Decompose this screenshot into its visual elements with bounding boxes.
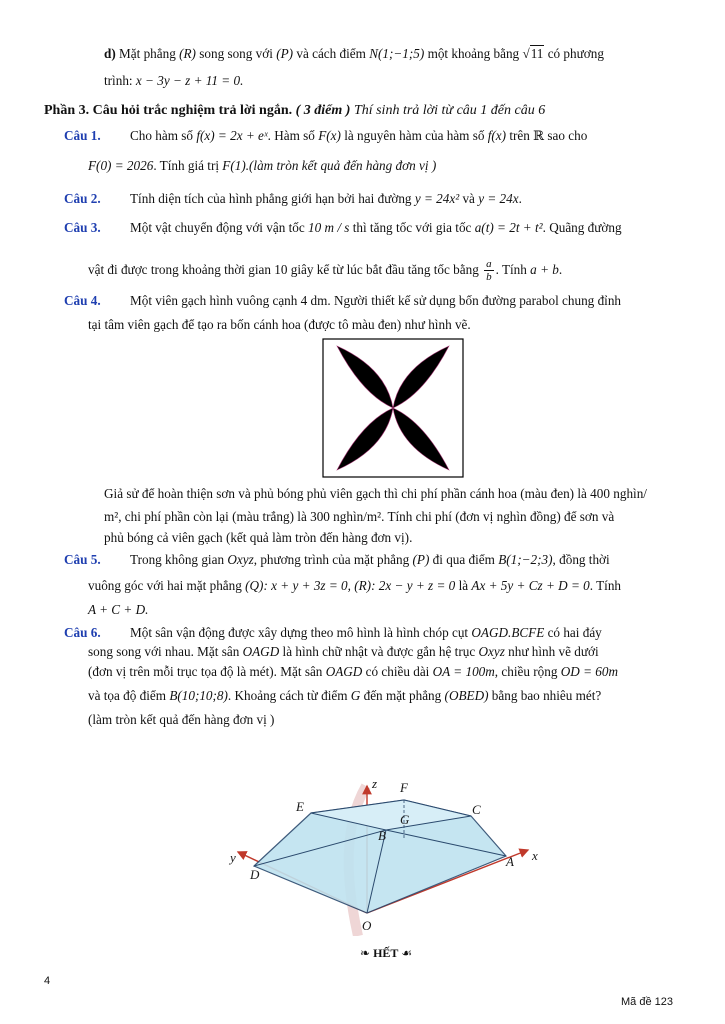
q5-space: Oxyz: [227, 552, 254, 567]
ornament-right-icon: ☙: [401, 946, 413, 960]
label-f: F: [400, 780, 408, 795]
q6-base: OAGD: [325, 664, 363, 679]
plane-equation: x − 3y − z + 11 = 0.: [135, 73, 244, 88]
q1-target: F(1): [222, 158, 246, 173]
q5-line: [64, 551, 101, 569]
q2-text-part: .: [518, 191, 522, 206]
q2-text-part: và: [459, 191, 479, 206]
q1-function-ref: f(x): [487, 128, 507, 143]
q5-text: vuông góc với hai mặt phẳng: [88, 578, 246, 593]
q3-fraction-denominator: b: [486, 271, 492, 284]
q5-text: , phương trình của mặt phẳng: [253, 552, 413, 567]
part-d-line-1: d) Mặt phẳng (R) song song với (P) và cách điểm N(1;−1;5) một khoảng bằng √11 có phương: [104, 46, 604, 61]
q1-text: là nguyên hàm của hàm số: [340, 128, 488, 143]
part-d-text: trình:: [104, 73, 136, 88]
q1-function: f(x) = 2x + eˣ: [196, 128, 268, 143]
q6-label: Câu 6.: [64, 625, 101, 640]
q6-text-1: [130, 624, 602, 642]
q3-text: .: [558, 262, 563, 277]
exam-code: Mã đề 123: [621, 996, 673, 1008]
tile-figure: [322, 338, 464, 478]
q2-text: [130, 190, 522, 208]
part-d-text: Mặt phẳng: [119, 46, 180, 61]
part3-points: ( 3 điểm ): [292, 103, 351, 118]
label-o: O: [362, 918, 372, 933]
q6-text-2: [88, 643, 599, 661]
q1-text: . Tính giá trị: [153, 158, 223, 173]
part-d-text: và cách điểm: [293, 46, 370, 61]
q6-text: . Khoảng cách từ điểm: [227, 688, 351, 703]
part3-instruction: Thí sinh trả lời từ câu 1 đến câu 6: [350, 103, 546, 118]
label-a: A: [506, 854, 514, 869]
q6-frustum: OAGD.BCFE: [471, 625, 545, 640]
q2-curve-2: y = 24x: [478, 191, 519, 206]
q5-text-3: [88, 601, 148, 619]
label-x: x: [532, 848, 538, 863]
q4-text-3: Giả sử để hoàn thiện sơn và phủ bóng phủ viên gạch thì chi phí phần cánh hoa (màu đen) là 400 nghìn/: [104, 486, 647, 501]
q1-antiderivative: F(x): [318, 128, 341, 143]
q6-base: OAGD: [242, 644, 280, 659]
q6-text: và tọa độ điểm: [88, 688, 170, 703]
q4-label: Câu 4.: [64, 293, 101, 308]
q1-text: . Hàm số: [267, 128, 319, 143]
end-marker: [360, 944, 412, 962]
q1-text-2: [88, 157, 436, 175]
q1-text: Cho hàm số: [130, 128, 197, 143]
q6-text: song song với nhau. Mặt sân: [88, 644, 243, 659]
q3-text: thì tăng tốc với gia tốc: [349, 220, 475, 235]
q3-target: a + b: [530, 262, 559, 277]
ornament-left-icon: ❧: [360, 946, 371, 960]
label-d: D: [250, 867, 260, 882]
label-e: E: [296, 799, 304, 814]
stadium-figure: [226, 778, 556, 936]
q2-curve-1: y = 24x²: [414, 191, 460, 206]
q5-text: , đồng thời: [552, 552, 610, 567]
q6-line: [64, 624, 101, 642]
q5-text: đi qua điểm: [429, 552, 499, 567]
q6-system: Oxyz: [478, 644, 505, 659]
q6-length: OA = 100m: [432, 664, 495, 679]
q2-line: [64, 190, 101, 208]
q6-point-b: B(10;10;8): [169, 688, 228, 703]
q1-text-1: [130, 127, 587, 145]
label-b: B: [378, 828, 386, 843]
q4-line: [64, 292, 101, 310]
q5-equation: Ax + 5y + Cz + D = 0: [471, 578, 590, 593]
q3-text-2: [88, 256, 562, 284]
q3-text: . Quãng đường: [542, 220, 622, 235]
q3-text: Một vật chuyển động với vận tốc: [130, 220, 309, 235]
q6-text-3: [88, 663, 618, 681]
part3-heading: [44, 102, 545, 120]
sqrt-value: 11: [530, 46, 544, 61]
q6-point-g: G: [350, 688, 361, 703]
q5-planes: (Q): x + y + 3z = 0, (R): 2x − y + z = 0: [245, 578, 456, 593]
q5-point: B(1;−2;3): [498, 552, 553, 567]
part-d-text: có phương: [544, 46, 604, 61]
q1-line-1: [64, 127, 101, 145]
q4-text-5: phủ bóng cả viên gạch (kết quả làm tròn đến hàng đơn vị).: [104, 530, 413, 545]
part-d-line-2: [104, 72, 243, 90]
q6-text-4: [88, 687, 601, 705]
label-z: z: [372, 778, 378, 791]
label-y: y: [230, 850, 236, 865]
q5-text-2: [88, 577, 621, 595]
q4-text-2: tại tâm viên gạch để tạo ra bốn cánh hoa (được tô màu đen) như hình vẽ.: [88, 317, 471, 332]
q6-text-5: (làm tròn kết quả đến hàng đơn vị ): [88, 712, 275, 727]
q4-text-1: Một viên gạch hình vuông cạnh 4 dm. Người thiết kế sử dụng bốn đường parabol chung đỉnh: [130, 293, 622, 308]
q3-text-1: [130, 219, 622, 237]
q6-text: (đơn vị trên mỗi trục tọa độ là mét). Mặt sân: [88, 664, 326, 679]
q3-fraction-numerator: a: [486, 258, 492, 271]
q1-rounding-note: .(làm tròn kết quả đến hàng đơn vị ): [245, 158, 437, 173]
q5-text: là: [455, 578, 472, 593]
q6-plane: (OBED): [444, 688, 489, 703]
q6-text: bằng bao nhiêu mét?: [488, 688, 602, 703]
q5-label: Câu 5.: [64, 552, 101, 567]
q4-text-4: m², chi phí phần còn lại (màu trắng) là 300 nghìn/m². Tính chi phí (đơn vị nghìn đồng) để sơn và: [104, 509, 615, 524]
q6-text: đến mặt phẳng: [360, 688, 445, 703]
q6-text: là hình chữ nhật và được gắn hệ trục: [279, 644, 479, 659]
part3-title: Phần 3. Câu hỏi trắc nghiệm trả lời ngắn.: [44, 103, 293, 118]
plane-r: (R): [179, 46, 196, 61]
q6-text: , chiều rộng: [494, 664, 561, 679]
q3-velocity: 10 m / s: [308, 220, 350, 235]
end-text: HẾT: [373, 946, 399, 960]
q1-label: Câu 1.: [64, 128, 101, 143]
q6-text: như hình vẽ dưới: [504, 644, 599, 659]
q3-label: Câu 3.: [64, 220, 101, 235]
part-d-text: song song với: [195, 46, 277, 61]
q5-plane: (P): [412, 552, 430, 567]
q5-text: . Tính: [589, 578, 622, 593]
point-n: N(1;−1;5): [369, 46, 425, 61]
plane-p: (P): [276, 46, 294, 61]
q3-acceleration: a(t) = 2t + t²: [474, 220, 543, 235]
q5-text-1: [130, 551, 610, 569]
part-d-text: một khoảng bằng: [424, 46, 523, 61]
q2-text-part: Tính diện tích của hình phẳng giới hạn bởi hai đường: [130, 191, 415, 206]
q6-width: OD = 60m: [560, 664, 618, 679]
label-c: C: [472, 802, 481, 817]
q6-text: có chiều dài: [362, 664, 433, 679]
label-g: G: [400, 812, 410, 827]
page-number: 4: [44, 975, 51, 987]
q6-text: Một sân vận động được xây dựng theo mô hình là hình chóp cụt: [130, 625, 472, 640]
q3-line: [64, 219, 101, 237]
q5-text: Trong không gian: [130, 552, 228, 567]
q2-label: Câu 2.: [64, 191, 101, 206]
q5-target: A + C + D.: [88, 602, 149, 617]
q1-condition: F(0) = 2026: [88, 158, 154, 173]
q6-text: có hai đáy: [544, 625, 602, 640]
q3-text: vật đi được trong khoảng thời gian 10 giây kể từ lúc bắt đầu tăng tốc bằng: [88, 262, 483, 277]
q1-text: trên ℝ sao cho: [506, 128, 588, 143]
part-d-label: d): [104, 46, 120, 61]
q3-fraction: [484, 258, 494, 283]
q3-text: . Tính: [495, 262, 531, 277]
